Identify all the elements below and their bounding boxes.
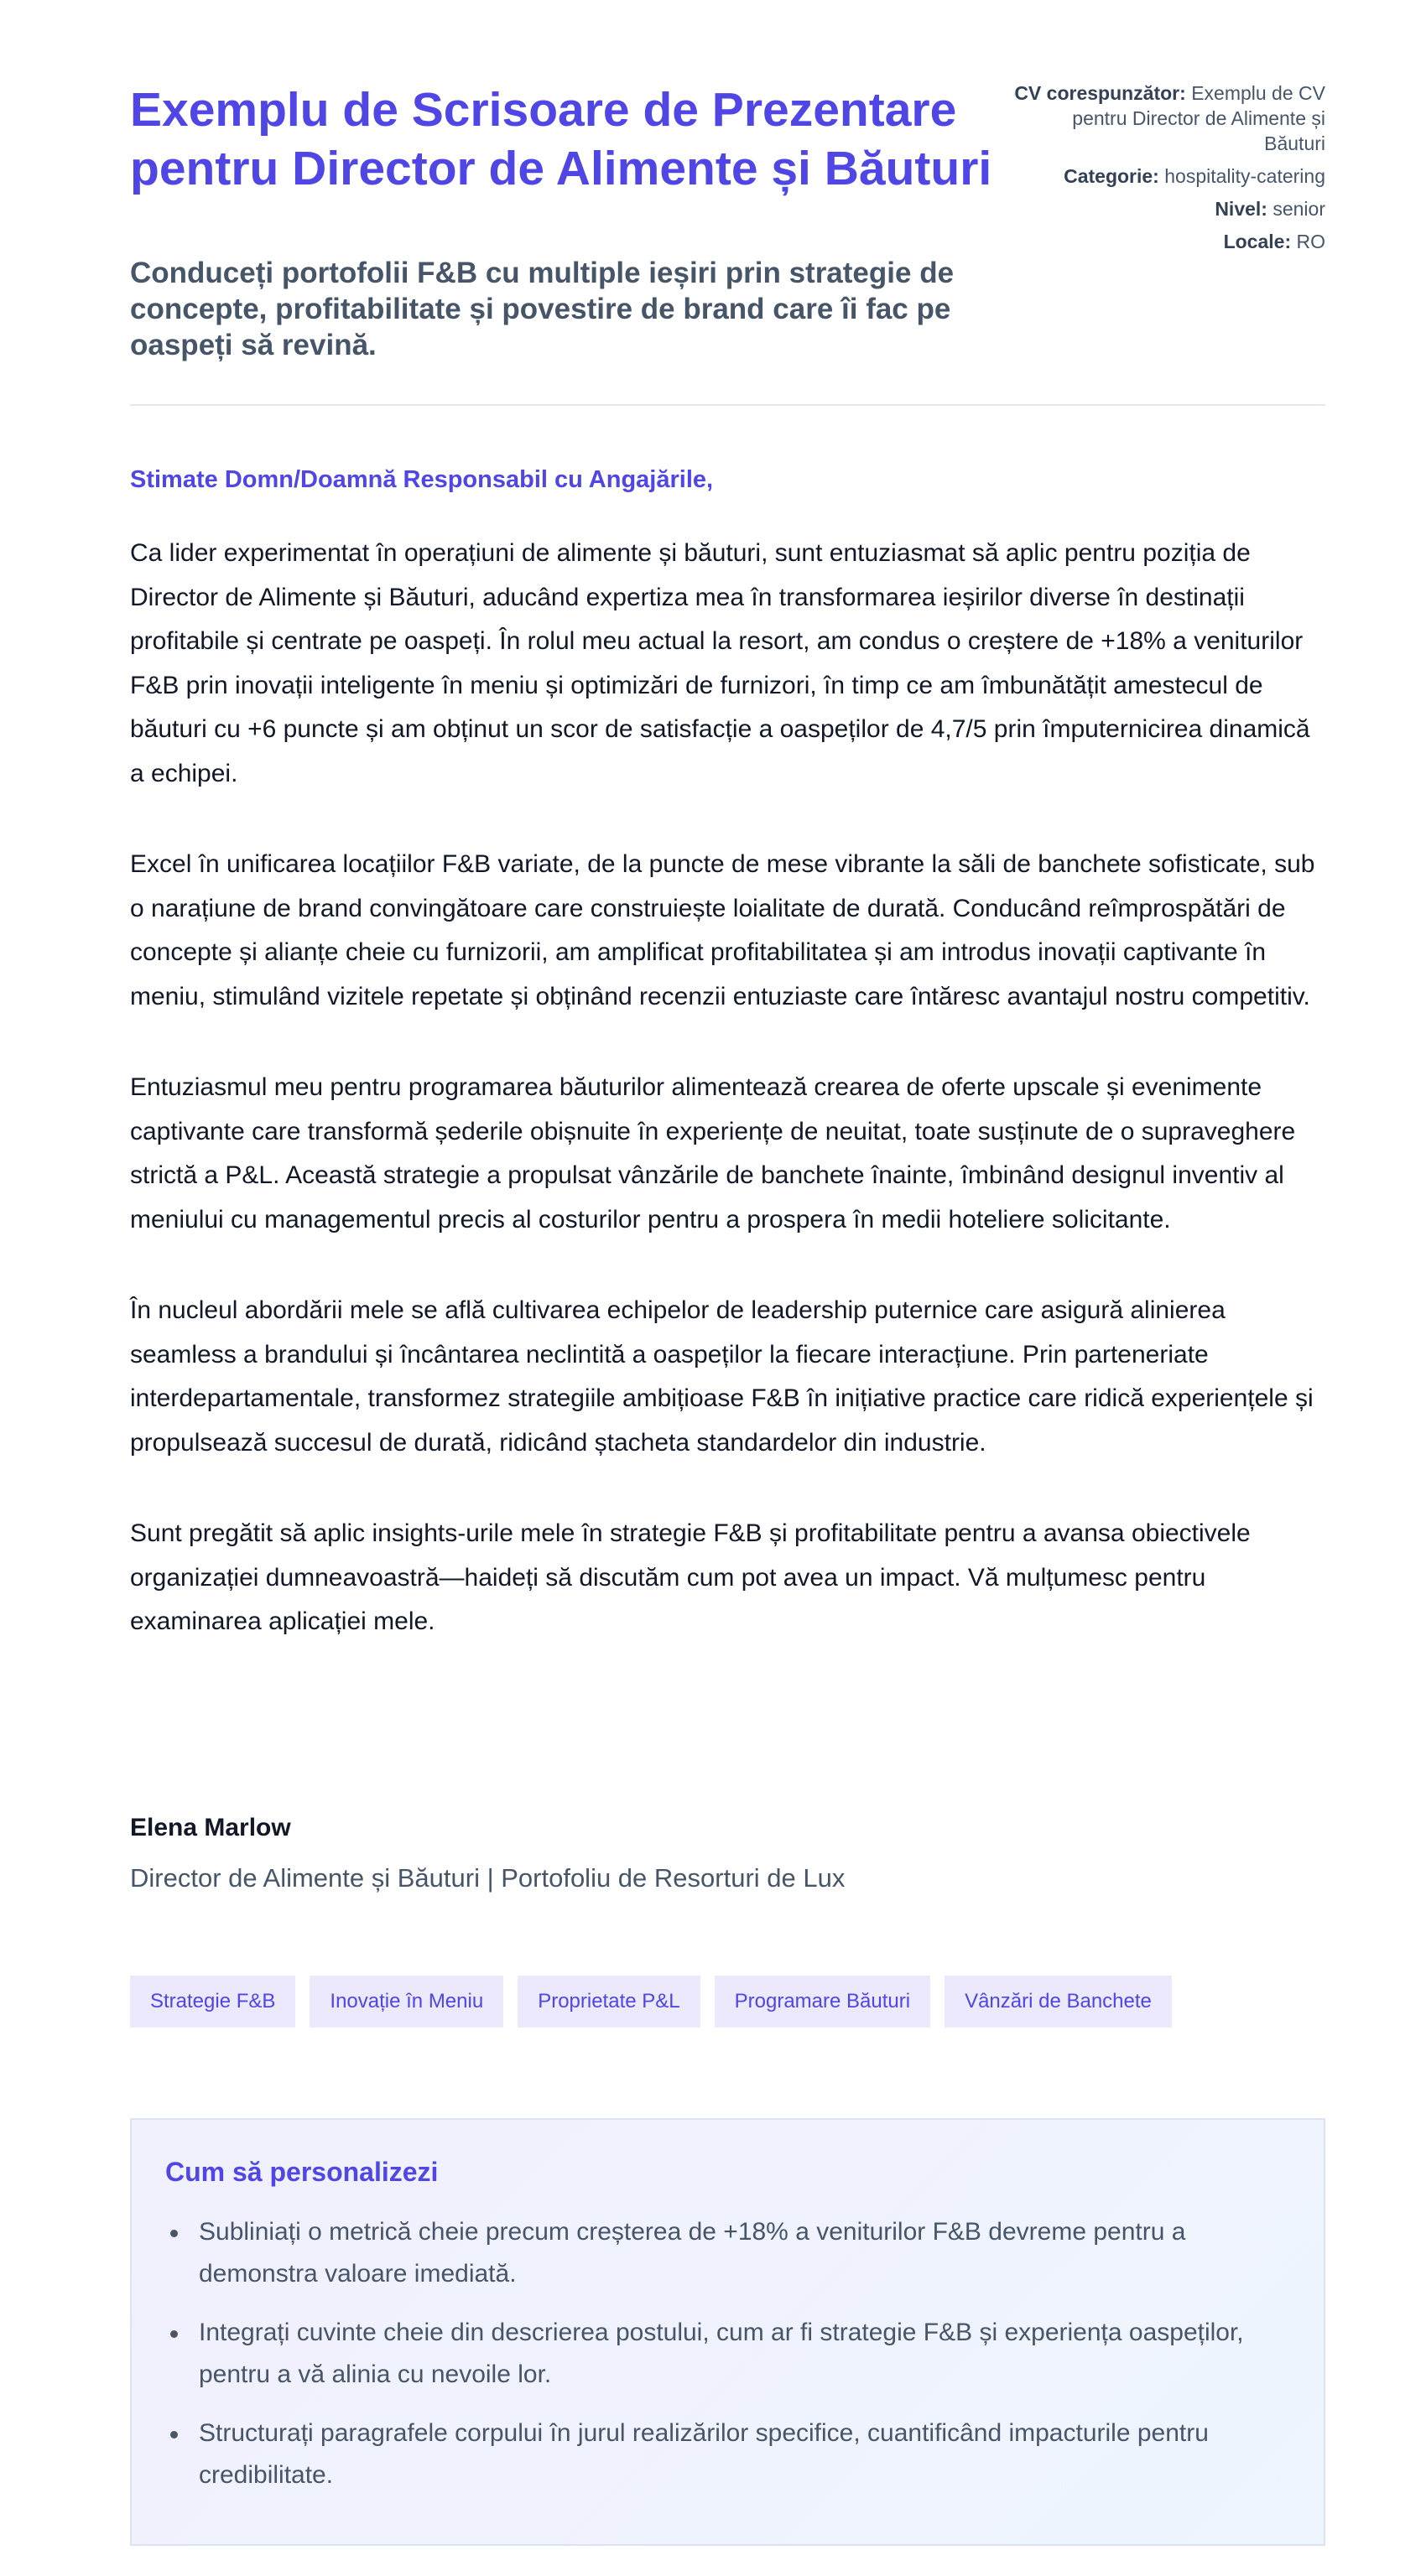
tips-heading: Cum să personalizezi — [165, 2157, 439, 2187]
paragraph: Entuziasmul meu pentru programarea băuturilor alimentează crearea de oferte upscale și evenimente captivante care transformă șederile obișnuite în experiențe de neuitat, toate susținute de o supraveghere strictă a P&L. Această strategie a propulsat vânzările de banchete înainte, îmbinând designul inventiv al meniului cu managementul precis al costurilor pentru a prospera în medii hoteliere solicitante. — [130, 1073, 1296, 1233]
paragraph: Sunt pregătit să aplic insights-urile mele în strategie F&B și profitabilitate pentru a avansa obiectivele organizației dumneavoastră—haideți să discutăm cum pot avea un impact. Vă mulțumesc pentru examinarea aplicației mele. — [130, 1519, 1251, 1635]
paragraph: În nucleul abordării mele se află cultivarea echipelor de leadership puternice care asigură alinierea seamless a brandului și încântarea neclintită a oaspeților la fiecare interacțiune. Prin parteneriate interdepartamentale, transformez strategiile ambițioase F&B în inițiative practice care ridică experiențele și propulsează succesul de durată, ridicând ștacheta standardelor din industrie. — [130, 1296, 1314, 1457]
tip-item: Subliniați o metrică cheie precum creșterea de +18% a veniturilor F&B devreme pentru a demonstra valoare imediată. — [165, 2211, 1290, 2295]
tag: Programare Băuturi — [715, 1976, 930, 2028]
paragraph: Excel în unificarea locațiilor F&B variate, de la puncte de mese vibrante la săli de banchete sofisticate, sub o narațiune de brand convingătoare care construiește loialitate de durată. Conducând reîmprospătări de concepte și alianțe cheie cu furnizorii, am amplificat profitabilitatea și am introdus inovații captivante în meniu, stimulând vizitele repetate și obținând recenzii entuziaste care întăresc avantajul nostru competitiv. — [130, 850, 1315, 1010]
page-header — [130, 0, 1325, 406]
page-title: Exemplu de Scrisoare de Prezentare pentru Director de Alimente și Băuturi — [130, 83, 992, 195]
tag: Inovație în Meniu — [310, 1976, 503, 2028]
meta-cv-link[interactable]: Exemplu de CV pentru Director de Alimente și Băuturi — [1072, 82, 1325, 154]
tag: Vânzări de Banchete — [945, 1976, 1172, 2028]
letter-body — [130, 532, 1325, 1691]
meta-level: Nivel: senior — [1215, 198, 1325, 220]
page-subtitle: Conduceți portofolii F&B cu multiple ieșiri prin strategie de concepte, profitabilitate și povestire de brand care îi fac pe oaspeți să revină. — [130, 257, 955, 361]
meta-locale: Locale: RO — [1223, 231, 1325, 252]
tip-item: Structurați paragrafele corpului în jurul realizărilor specifice, cuantificând impacturile pentru credibilitate. — [165, 2412, 1290, 2496]
tag: Proprietate P&L — [518, 1976, 700, 2028]
tag-list — [130, 1976, 1172, 2028]
cover-letter-page — [130, 0, 1325, 2489]
paragraph: Ca lider experimentat în operațiuni de alimente și băuturi, sunt entuziasmat să aplic pentru poziția de Director de Alimente și Băuturi, aducând expertiza mea în transformarea ieșirilor diverse în destinații profitabile și centrate pe oaspeți. În rolul meu actual la resort, am condus o creștere de +18% a veniturilor F&B prin inovații inteligente în meniu și optimizări de furnizori, în timp ce am îmbunătățit amestecul de băuturi cu +6 puncte și am obținut un scor de satisfacție a oaspeților de 4,7/5 prin împuternicirea dinamică a echipei. — [130, 539, 1310, 787]
signature-title: Director de Alimente și Băuturi | Portofoliu de Resorturi de Lux — [130, 1863, 846, 1893]
tips-list — [165, 2211, 1290, 2496]
tip-item: Integrați cuvinte cheie din descrierea postului, cum ar fi strategie F&B și experiența oaspeților, pentru a vă alinia cu nevoile lor. — [165, 2312, 1290, 2396]
meta-cv: CV corespunzător: Exemplu de CV pentru Director de Alimente și Băuturi — [1014, 82, 1325, 154]
customization-tips — [130, 2118, 1325, 2546]
greeting: Stimate Domn/Doamnă Responsabil cu Angajările, — [130, 466, 714, 493]
tag: Strategie F&B — [130, 1976, 295, 2028]
meta-category: Categorie: hospitality-catering — [1064, 165, 1325, 187]
signature-name: Elena Marlow — [130, 1814, 291, 1841]
meta-panel — [1007, 80, 1325, 262]
